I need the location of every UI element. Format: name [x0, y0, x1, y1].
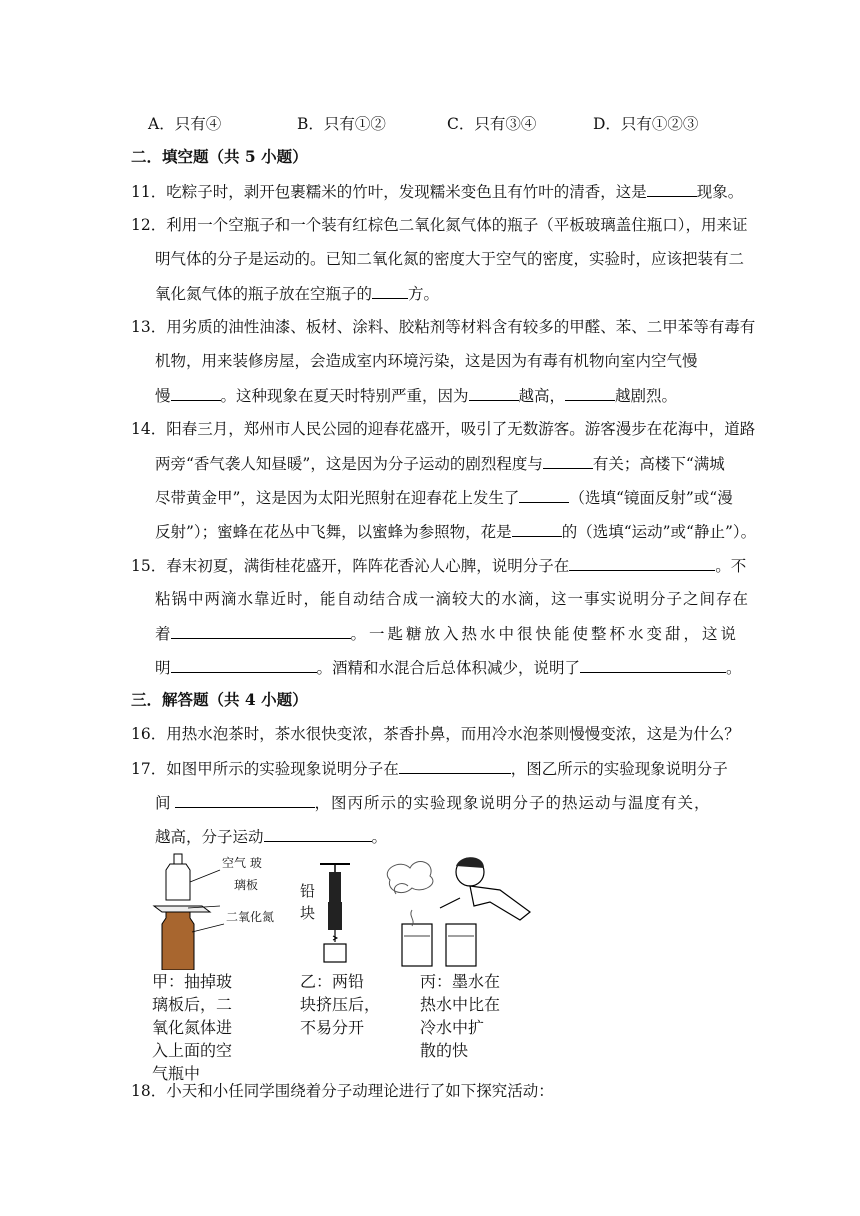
question-11 [131, 181, 743, 202]
option-d: D．只有①②③ [593, 115, 699, 133]
section-heading-answer: 三．解答题（共 4 小题） [131, 690, 308, 709]
q14-blank-3 [512, 521, 562, 537]
q13-text-b: 。这种现象在夏天时特别严重，因为 [220, 387, 469, 405]
figure-experiments [140, 850, 540, 1083]
q14-text-4a: 反射”）；蜜蜂在花丛中飞舞，以蜜蜂为参照物，花是 [155, 523, 512, 541]
question-14-line3 [155, 487, 733, 508]
q12-text: 氧化氮气体的瓶子放在空瓶子的 [155, 285, 373, 303]
q15-text-1b: 。不 [715, 557, 747, 575]
q15-text-4b: 。酒精和水混合后总体积减少，说明了 [316, 659, 581, 677]
q12-blank [372, 283, 408, 299]
option-a: A．只有④ [148, 115, 222, 133]
q17-text-3a: 越高，分子运动 [155, 828, 264, 846]
q14-blank-2 [519, 487, 569, 503]
q15-text-4a: 明 [155, 659, 171, 677]
section-heading-fill: 二．填空题（共 5 小题） [131, 147, 308, 166]
question-15-line2: 粘锅中两滴水靠近时，能自动结合成一滴较大的水滴，这一事实说明分子之间存在 [155, 590, 750, 608]
option-b: B．只有①② [297, 115, 386, 133]
figure-illustrations [140, 850, 540, 970]
question-15-line4 [155, 657, 742, 678]
bing-caption-line: 丙：墨水在 [420, 972, 501, 991]
question-17-line3 [155, 826, 387, 847]
q14-text-3b: （选填“镜面反射”或“漫 [569, 489, 733, 507]
q13-blank-2 [469, 385, 519, 401]
jia-caption-line: 氧化氮体进 [152, 1018, 233, 1037]
bing-beakers [387, 857, 530, 966]
bing-caption-line: 散的快 [420, 1041, 469, 1060]
q17-text-3b: 。 [371, 828, 388, 846]
q15-blank-2 [171, 623, 351, 639]
q17-blank-3 [264, 826, 372, 842]
yi-label-1: 铅 [300, 882, 316, 900]
jia-caption-line: 入上面的空 [152, 1041, 233, 1060]
bing-caption-line: 冷水中扩 [420, 1018, 485, 1037]
q15-blank-3 [171, 657, 317, 673]
q17-text-1b: ，图乙所示的实验现象说明分子 [510, 760, 728, 778]
q13-blank-1 [171, 385, 221, 401]
question-15-line1 [131, 555, 746, 576]
q15-blank-1 [569, 555, 715, 571]
yi-caption-line: 块挤压后， [300, 995, 381, 1014]
question-14-line4 [155, 521, 756, 542]
yi-caption-line: 不易分开 [300, 1018, 365, 1037]
jia-caption-line: 甲：抽掉玻 [152, 972, 233, 991]
q13-text-c: 越高， [518, 387, 566, 405]
jia-label-2: 璃板 [234, 878, 259, 892]
q17-text-1a: 17．如图甲所示的实验现象说明分子在 [131, 760, 399, 778]
question-18: 18．小天和小任同学围绕着分子动理论进行了如下探究活动： [131, 1082, 554, 1100]
q12-text-end: 方。 [408, 285, 440, 303]
question-15-line3 [155, 623, 739, 644]
jia-caption [152, 970, 232, 1085]
yi-side-label [300, 880, 315, 924]
q17-blank-2 [175, 792, 315, 808]
question-13-line1: 13．用劣质的油性油漆、板材、涂料、胶粘剂等材料含有较多的甲醛、苯、二甲苯等有毒有 [131, 318, 756, 336]
q11-blank [647, 181, 697, 197]
q13-blank-3 [565, 385, 615, 401]
question-14-line2 [155, 453, 725, 474]
question-13-line3 [155, 385, 677, 406]
q13-text-a: 慢 [155, 387, 171, 405]
q15-text-4c: 。 [726, 659, 742, 677]
q14-text-2b: 有关；高楼下“满城 [592, 455, 725, 473]
q15-text-3a: 着 [155, 625, 171, 643]
q15-blank-4 [580, 657, 726, 673]
question-14-line1: 14．阳春三月，郑州市人民公园的迎春花盛开，吸引了无数游客。游客漫步在花海中，道路 [131, 420, 756, 438]
yi-label-2: 块 [300, 904, 316, 922]
bing-caption [420, 970, 500, 1062]
jia-bottles [154, 854, 224, 970]
question-12-line3 [155, 283, 439, 304]
q14-text-3a: 尽带黄金甲”，这是因为太阳光照射在迎春花上发生了 [155, 489, 520, 507]
q17-text-2b: ，图丙所示的实验现象说明分子的热运动与温度有关， [314, 794, 711, 812]
q15-text-3b: 。一匙糖放入热水中很快能使整杯水变甜，这说 [350, 625, 740, 643]
question-16: 16．用热水泡茶时，茶水很快变浓，茶香扑鼻，而用冷水泡茶则慢慢变浓，这是为什么？ [131, 725, 740, 743]
question-17-line1 [131, 758, 728, 779]
q15-text-1a: 15．春末初夏，满街桂花盛开，阵阵花香沁人心脾，说明分子在 [131, 557, 570, 575]
q17-blank-1 [399, 758, 511, 774]
jia-caption-line: 璃板后，二 [152, 995, 233, 1014]
q14-blank-1 [543, 453, 593, 469]
q14-text-2a: 两旁“香气袭人知昼暖”，这是因为分子运动的剧烈程度与 [155, 455, 543, 473]
q17-text-2a: 间 [155, 794, 171, 812]
question-12-line2: 明气体的分子是运动的。已知二氧化氮的密度大于空气的密度，实验时，应该把装有二 [155, 250, 745, 268]
yi-lead-blocks [320, 864, 350, 962]
yi-caption-line: 乙：两铅 [300, 972, 365, 991]
jia-label-1: 空气 玻 [222, 856, 262, 870]
q14-text-4b: 的（选填“运动”或“静止”）。 [561, 523, 757, 541]
jia-label-3: 二氧化氮 [226, 910, 275, 924]
question-13-line2: 机物，用来装修房屋，会造成室内环境污染，这是因为有毒有机物向室内空气慢 [155, 352, 698, 370]
option-c: C．只有③④ [447, 115, 537, 133]
bing-caption-line: 热水中比在 [420, 995, 501, 1014]
q13-text-d: 越剧烈。 [615, 387, 678, 405]
q11-text-end: 现象。 [696, 183, 744, 201]
yi-caption [300, 970, 380, 1039]
q11-text: 11．吃粽子时，剥开包裹糯米的竹叶，发现糯米变色且有竹叶的清香，这是 [131, 183, 647, 201]
jia-caption-line: 气瓶中 [152, 1064, 201, 1083]
question-12-line1: 12．利用一个空瓶子和一个装有红棕色二氧化氮气体的瓶子（平板玻璃盖住瓶口），用来证 [131, 216, 748, 234]
question-17-line2 [155, 792, 711, 813]
